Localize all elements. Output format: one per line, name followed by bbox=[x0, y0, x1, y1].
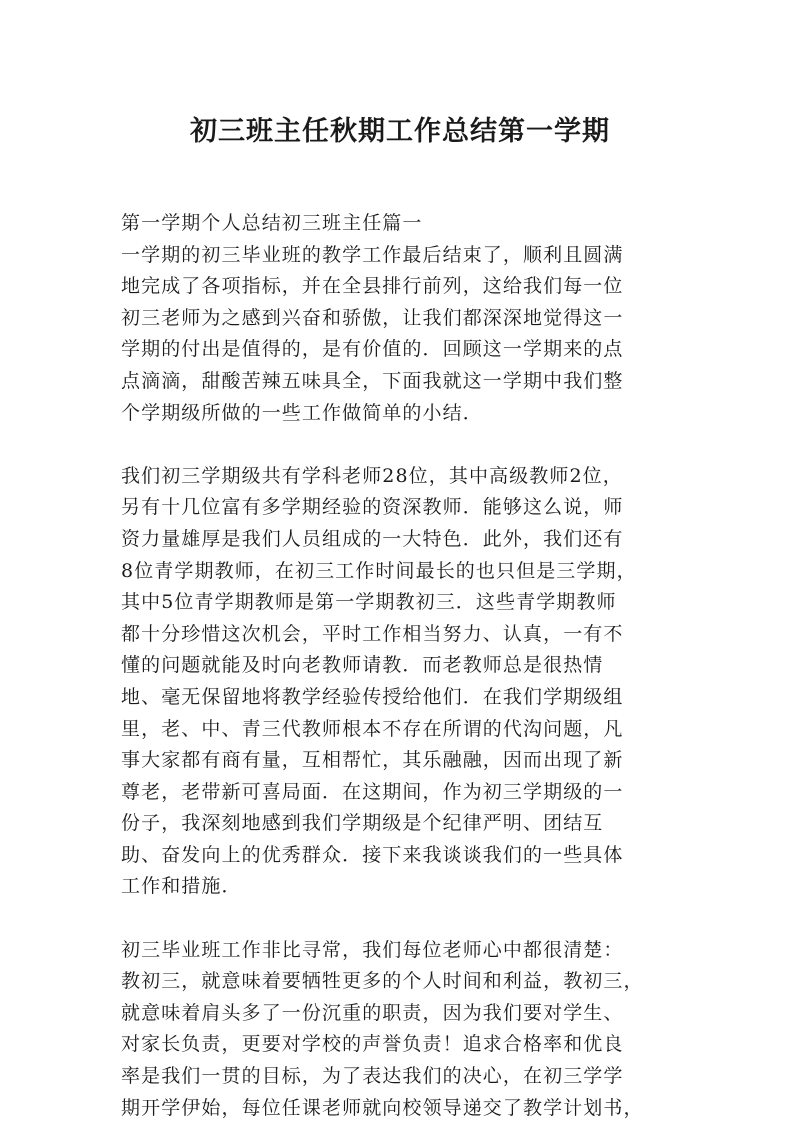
text-line: 第一学期个人总结初三班主任篇一 bbox=[121, 212, 423, 234]
paragraph bbox=[121, 461, 691, 903]
text-line: 都十分珍惜这次机会，平时工作相当努力、认真，一有不 bbox=[121, 622, 624, 645]
paragraph bbox=[121, 935, 691, 1125]
text-line: 地完成了各项指标，并在全县排行前列，这给我们每一位 bbox=[121, 275, 624, 298]
paragraph bbox=[121, 208, 691, 429]
text-line: 助、奋发向上的优秀群众．接下来我谈谈我们的一些具体 bbox=[121, 843, 624, 866]
text-line: 初三毕业班工作非比寻常，我们每位老师心中都很清楚： bbox=[121, 938, 624, 961]
document-body bbox=[121, 208, 691, 1124]
paragraph-gap bbox=[121, 903, 691, 935]
text-line: 8位青学期教师，在初三工作时间最长的也只但是三学期， bbox=[121, 559, 637, 582]
text-line: 点滴滴，甜酸苦辣五味具全，下面我就这一学期中我们整 bbox=[121, 369, 624, 392]
text-line: 里，老、中、青三代教师根本不存在所谓的代沟问题，凡 bbox=[121, 717, 624, 740]
text-line: 一学期的初三毕业班的教学工作最后结束了，顺利且圆满 bbox=[121, 243, 624, 266]
document-title: 初三班主任秋期工作总结第一学期 bbox=[190, 116, 610, 147]
text-line: 率是我们一贯的目标，为了表达我们的决心，在初三学学 bbox=[121, 1065, 624, 1088]
text-line: 其中5位青学期教师是第一学期教初三．这些青学期教师 bbox=[121, 591, 617, 614]
text-line: 个学期级所做的一些工作做简单的小结． bbox=[121, 401, 483, 424]
text-line: 工作和措施． bbox=[121, 875, 242, 898]
paragraph-gap bbox=[121, 429, 691, 461]
text-line: 资力量雄厚是我们人员组成的一大特色．此外，我们还有 bbox=[121, 527, 624, 550]
text-line: 另有十几位富有多学期经验的资深教师．能够这么说，师 bbox=[121, 496, 624, 519]
text-line: 份子，我深刻地感到我们学期级是个纪律严明、团结互 bbox=[121, 812, 604, 835]
text-line: 教初三，就意味着要牺牲更多的个人时间和利益，教初三， bbox=[121, 970, 644, 993]
text-line: 对家长负责，更要对学校的声誉负责！追求合格率和优良 bbox=[121, 1033, 624, 1056]
text-line: 学期的付出是值得的，是有价值的．回顾这一学期来的点 bbox=[121, 338, 624, 361]
text-line: 期开学伊始，每位任课老师就向校领导递交了教学计划书， bbox=[121, 1096, 644, 1119]
text-line: 地、毫无保留地将教学经验传授给他们．在我们学期级组 bbox=[121, 685, 624, 708]
text-line: 尊老，老带新可喜局面．在这期间，作为初三学期级的一 bbox=[121, 780, 624, 803]
text-line: 就意味着肩头多了一份沉重的职责，因为我们要对学生、 bbox=[121, 1001, 624, 1024]
text-line: 我们初三学期级共有学科老师28位，其中高级教师2位， bbox=[121, 464, 623, 487]
text-line: 懂的问题就能及时向老教师请教．而老教师总是很热情 bbox=[121, 654, 604, 677]
text-line: 初三老师为之感到兴奋和骄傲，让我们都深深地觉得这一 bbox=[121, 306, 624, 329]
text-line: 事大家都有商有量，互相帮忙，其乐融融，因而出现了新 bbox=[121, 749, 624, 772]
